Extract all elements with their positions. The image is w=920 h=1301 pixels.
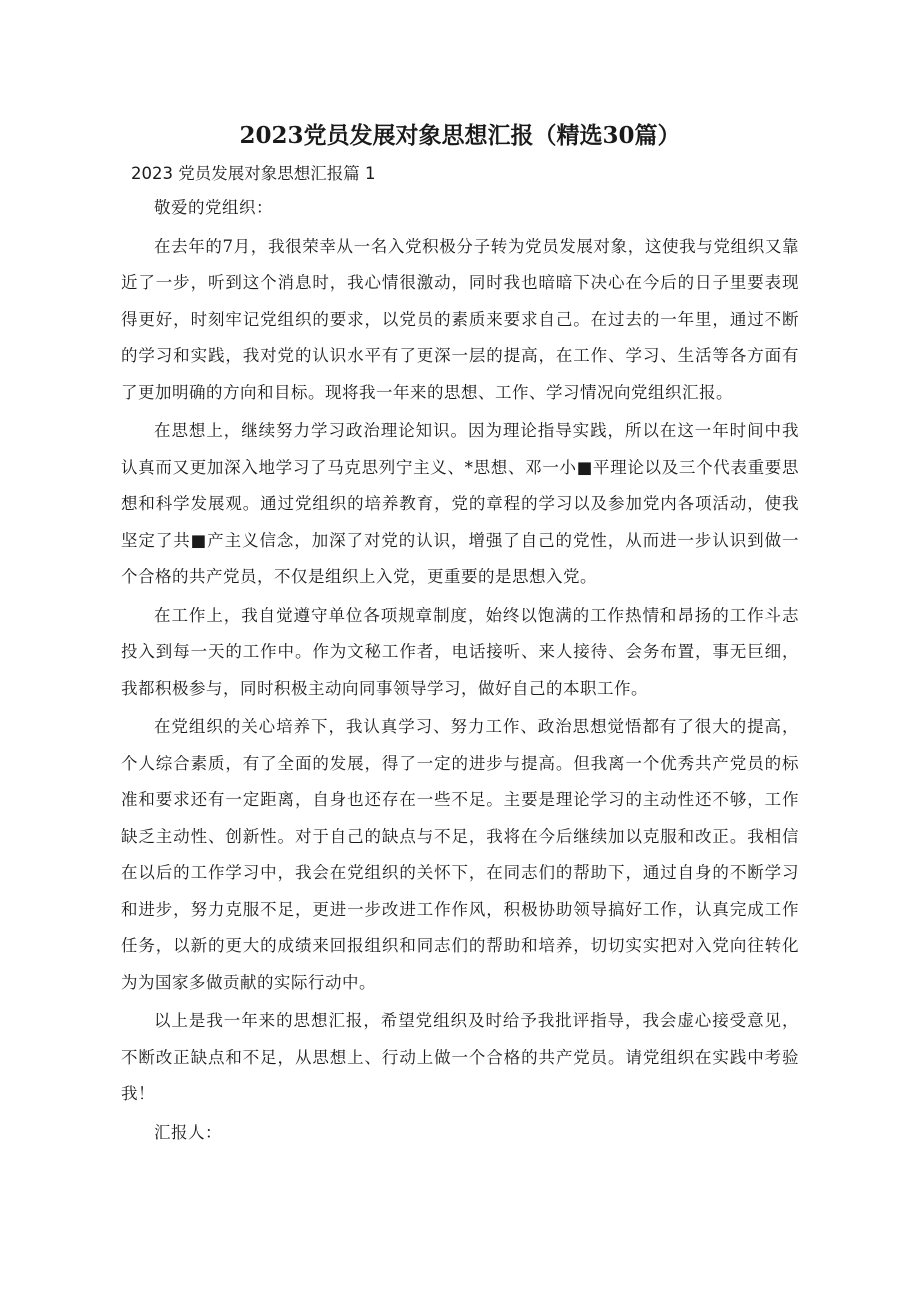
document-title: 2023党员发展对象思想汇报（精选30篇）: [239, 122, 681, 149]
paragraph: 在党组织的关心培养下，我认真学习、努力工作、政治思想觉悟都有了很大的提高，个人综合素质，有了全面的发展，得了一定的进步与提高。但我离一个优秀共产党员的标准和要求还有一定距离，自身也还存在一些不足。主要是理论学习的主动性还不够，工作缺乏主动性、创新性。对于自己的缺点与不足，我将在今后继续加以克服和改正。我相信在以后的工作学习中，我会在党组织的关怀下，在同志们的帮助下，通过自身的不断学习和进步，努力克服不足，更进一步改进工作作风，积极协助领导搞好工作，认真完成工作任务，以新的更大的成绩来回报组织和同志们的帮助和培养，切切实实把对入党向往转化为为国家多做贡献的实际行动中。: [121, 717, 799, 992]
signature-label: 汇报人：: [154, 1122, 222, 1142]
paragraph: 在思想上，继续努力学习政治理论知识。因为理论指导实践，所以在这一年时间中我认真而又更加深入地学习了马克思列宁主义、*思想、邓一小■平理论以及三个代表重要思想和科学发展观。通过党组织的培养教育，党的章程的学习以及参加党内各项活动，使我坚定了共■产主义信念，加深了对党的认识，增强了自己的党性，从而进一步认识到做一个合格的共产党员，不仅是组织上入党，更重要的是思想入党。: [121, 421, 799, 586]
document-body: [121, 190, 799, 1151]
section-heading: 2023 党员发展对象思想汇报篇 1: [131, 164, 376, 183]
paragraph: 在工作上，我自觉遵守单位各项规章制度，始终以饱满的工作热情和昂扬的工作斗志投入到每一天的工作中。作为文秘工作者，电话接听、来人接待、会务布置，事无巨细，我都积极参与，同时积极主动向同事领导学习，做好自己的本职工作。: [121, 605, 799, 698]
salutation: 敬爱的党组织：: [154, 198, 273, 217]
paragraph: 在去年的7月，我很荣幸从一名入党积极分子转为党员发展对象，这使我与党组织又靠近了一步，听到这个消息时，我心情很激动，同时我也暗暗下决心在今后的日子里要表现得更好，时刻牢记党组织的要求，以党员的素质来要求自己。在过去的一年里，通过不断的学习和实践，我对党的认识水平有了更深一层的提高，在工作、学习、生活等各方面有了更加明确的方向和目标。现将我一年来的思想、工作、学习情况向党组织汇报。: [121, 236, 799, 402]
paragraph: 以上是我一年来的思想汇报，希望党组织及时给予我批评指导，我会虚心接受意见，不断改正缺点和不足，从思想上、行动上做一个合格的共产党员。请党组织在实践中考验我！: [121, 1011, 799, 1103]
